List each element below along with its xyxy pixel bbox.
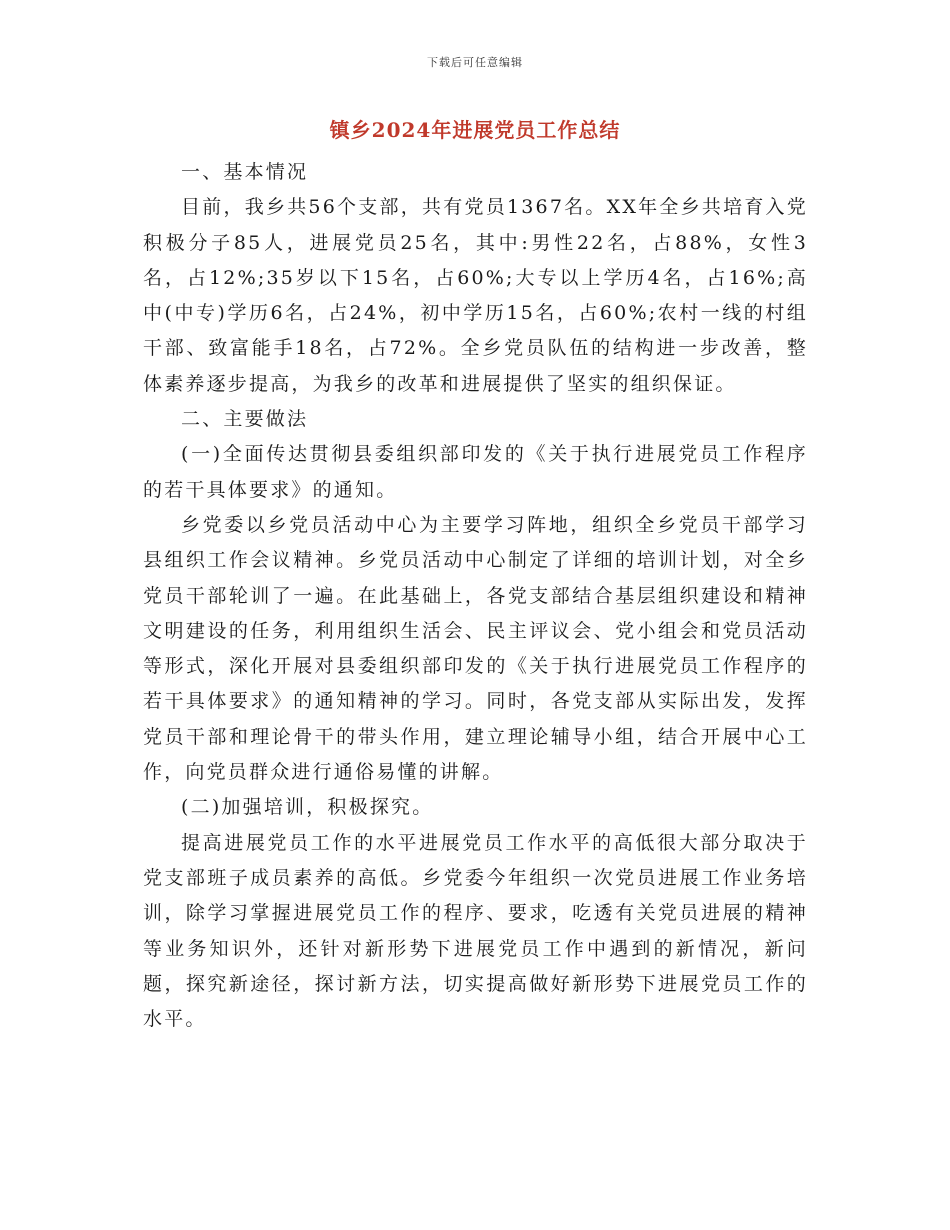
subsection-heading: (二)加强培训，积极探究。 [181, 796, 434, 819]
paragraph: 提高进展党员工作的水平进展党员工作水平的高低很大部分取决于党支部班子成员素养的高低。乡党委今年组织一次党员进展工作业务培训，除学习掌握进展党员工作的程序、要求，吃透有关党员进展的精神等业务知识外，还针对新形势下进展党员工作中遇到的新情况，新问题，探究新途径，探讨新方法，切实提高做好新形势下进展党员工作的水平。 [143, 831, 808, 1031]
section-heading: 二、主要做法 [181, 408, 309, 431]
paragraph: 乡党委以乡党员活动中心为主要学习阵地，组织全乡党员干部学习县组织工作会议精神。乡党员活动中心制定了详细的培训计划，对全乡党员干部轮训了一遍。在此基础上，各党支部结合基层组织建设和精神文明建设的任务，利用组织生活会、民主评议会、党小组会和党员活动等形式，深化开展对县委组织部印发的《关于执行进展党员工作程序的若干具体要求》的通知精神的学习。同时，各党支部从实际出发，发挥党员干部和理论骨干的带头作用，建立理论辅导小组，结合开展中心工作，向党员群众进行通俗易懂的讲解。 [143, 513, 808, 784]
section-heading: 一、基本情况 [181, 161, 309, 183]
document-title: 镇乡2024年进展党员工作总结 [329, 118, 621, 142]
document-body [143, 155, 808, 1037]
subsection-heading: (一)全面传达贯彻县委组织部印发的《关于执行进展党员工作程序的若干具体要求》的通知。 [143, 443, 808, 501]
paragraph: 目前，我乡共56个支部，共有党员1367名。XX年全乡共培育入党积极分子85人，进展党员25名，其中:男性22名，占88%，女性3名，占12%;35岁以下15名，占60%;大专以上学历4名，占16%;高中(中专)学历6名，占24%，初中学历15名，占60%;农村一线的村组干部、致富能手18名，占72%。全乡党员队伍的结构进一步改善，整体素养逐步提高，为我乡的改革和进展提供了坚实的组织保证。 [143, 196, 808, 395]
header-note: 下载后可任意编辑 [427, 56, 523, 69]
